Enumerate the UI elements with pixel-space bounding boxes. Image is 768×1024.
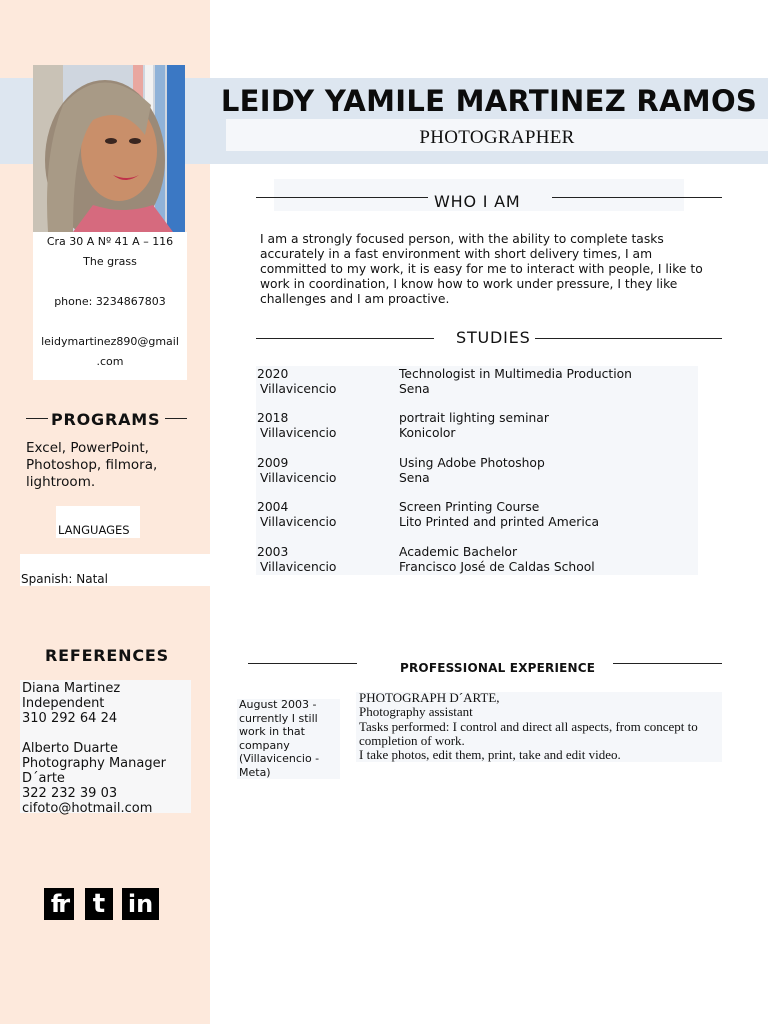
job-title: PHOTOGRAPHER <box>419 127 575 148</box>
email-line-2: .com <box>96 355 124 368</box>
study-institution: Konicolor <box>399 426 456 440</box>
study-institution: Sena <box>399 382 430 396</box>
reference-line: cifoto@hotmail.com <box>22 801 153 816</box>
about-text: I am a strongly focused person, with the ability to complete tasks accurately in a fast environment with short delivery times, I am committed to my work, it is easy for me to interact with people, I like to work in coordination, I know how to work under pressure, I they like challenges and I am proactive. <box>260 232 703 306</box>
experience-date: August 2003 - currently I still work in that company (Villavicencio - Meta) <box>239 698 320 779</box>
study-institution: Lito Printed and printed America <box>399 515 600 529</box>
study-institution: Sena <box>399 471 430 485</box>
address-city: The grass <box>83 255 137 268</box>
study-item <box>256 456 698 486</box>
reference-line: 322 232 39 03 <box>22 786 118 801</box>
experience-company: PHOTOGRAPH D´ARTE, <box>359 690 500 705</box>
contact-box <box>33 232 187 380</box>
divider <box>256 197 428 198</box>
references-list <box>22 681 166 816</box>
programs-heading: PROGRAMS <box>51 410 161 429</box>
languages-value: Spanish: Natal <box>21 572 108 586</box>
phone-number: phone: 3234867803 <box>54 295 166 308</box>
reference-line: D´arte <box>22 771 65 786</box>
reference-spacer <box>22 726 166 741</box>
experience-role: Photography assistant <box>359 704 473 720</box>
experience-heading: PROFESSIONAL EXPERIENCE <box>400 661 596 675</box>
study-item <box>256 367 698 397</box>
study-item <box>256 500 698 530</box>
study-title: Screen Printing Course <box>399 500 540 514</box>
study-year: 2018 <box>257 411 289 425</box>
study-item <box>256 545 698 575</box>
reference-line: Independent <box>22 696 105 711</box>
linkedin-icon[interactable]: in <box>122 888 159 920</box>
study-item <box>256 411 698 441</box>
studies-list <box>256 366 698 575</box>
divider <box>165 418 187 419</box>
study-year: 2004 <box>257 500 289 514</box>
twitter-icon[interactable]: t <box>85 888 113 920</box>
reference-line: Alberto Duarte <box>22 741 118 756</box>
profile-photo <box>33 65 185 232</box>
study-title: Academic Bachelor <box>399 545 518 559</box>
experience-tasks: Tasks performed: I control and direct all aspects, from concept to completion of work. <box>359 718 698 748</box>
divider <box>613 663 722 664</box>
study-place: Villavicencio <box>260 471 337 485</box>
divider <box>248 663 357 664</box>
divider <box>535 338 722 339</box>
facebook-icon[interactable]: fr <box>44 888 74 920</box>
email-line-1: leidymartinez890@gmail <box>41 335 179 348</box>
study-year: 2009 <box>257 456 289 470</box>
study-year: 2003 <box>257 545 289 559</box>
address-line: Cra 30 A Nº 41 A – 116 <box>46 235 174 248</box>
study-title: Using Adobe Photoshop <box>399 456 545 470</box>
programs-list: Excel, PowerPoint, Photoshop, filmora, lightroom. <box>26 440 158 490</box>
study-place: Villavicencio <box>260 560 337 574</box>
study-place: Villavicencio <box>260 382 337 396</box>
divider <box>552 197 722 198</box>
study-place: Villavicencio <box>260 426 337 440</box>
study-institution: Francisco José de Caldas School <box>399 560 595 574</box>
experience-extra: I take photos, edit them, print, take and edit video. <box>359 747 621 763</box>
study-place: Villavicencio <box>260 515 337 529</box>
languages-heading: LANGUAGES <box>58 523 130 537</box>
experience-description <box>359 691 721 762</box>
divider <box>26 418 48 419</box>
reference-line: Diana Martinez <box>22 681 121 696</box>
reference-line: Photography Manager <box>22 756 166 771</box>
full-name: LEIDY YAMILE MARTINEZ RAMOS <box>220 84 758 118</box>
references-heading: REFERENCES <box>45 646 169 665</box>
who-i-am-heading: WHO I AM <box>434 192 521 211</box>
study-year: 2020 <box>257 367 289 381</box>
reference-line: 310 292 64 24 <box>22 711 118 726</box>
divider <box>256 338 434 339</box>
study-title: Technologist in Multimedia Production <box>399 367 632 381</box>
study-title: portrait lighting seminar <box>399 411 549 425</box>
studies-heading: STUDIES <box>456 328 531 347</box>
